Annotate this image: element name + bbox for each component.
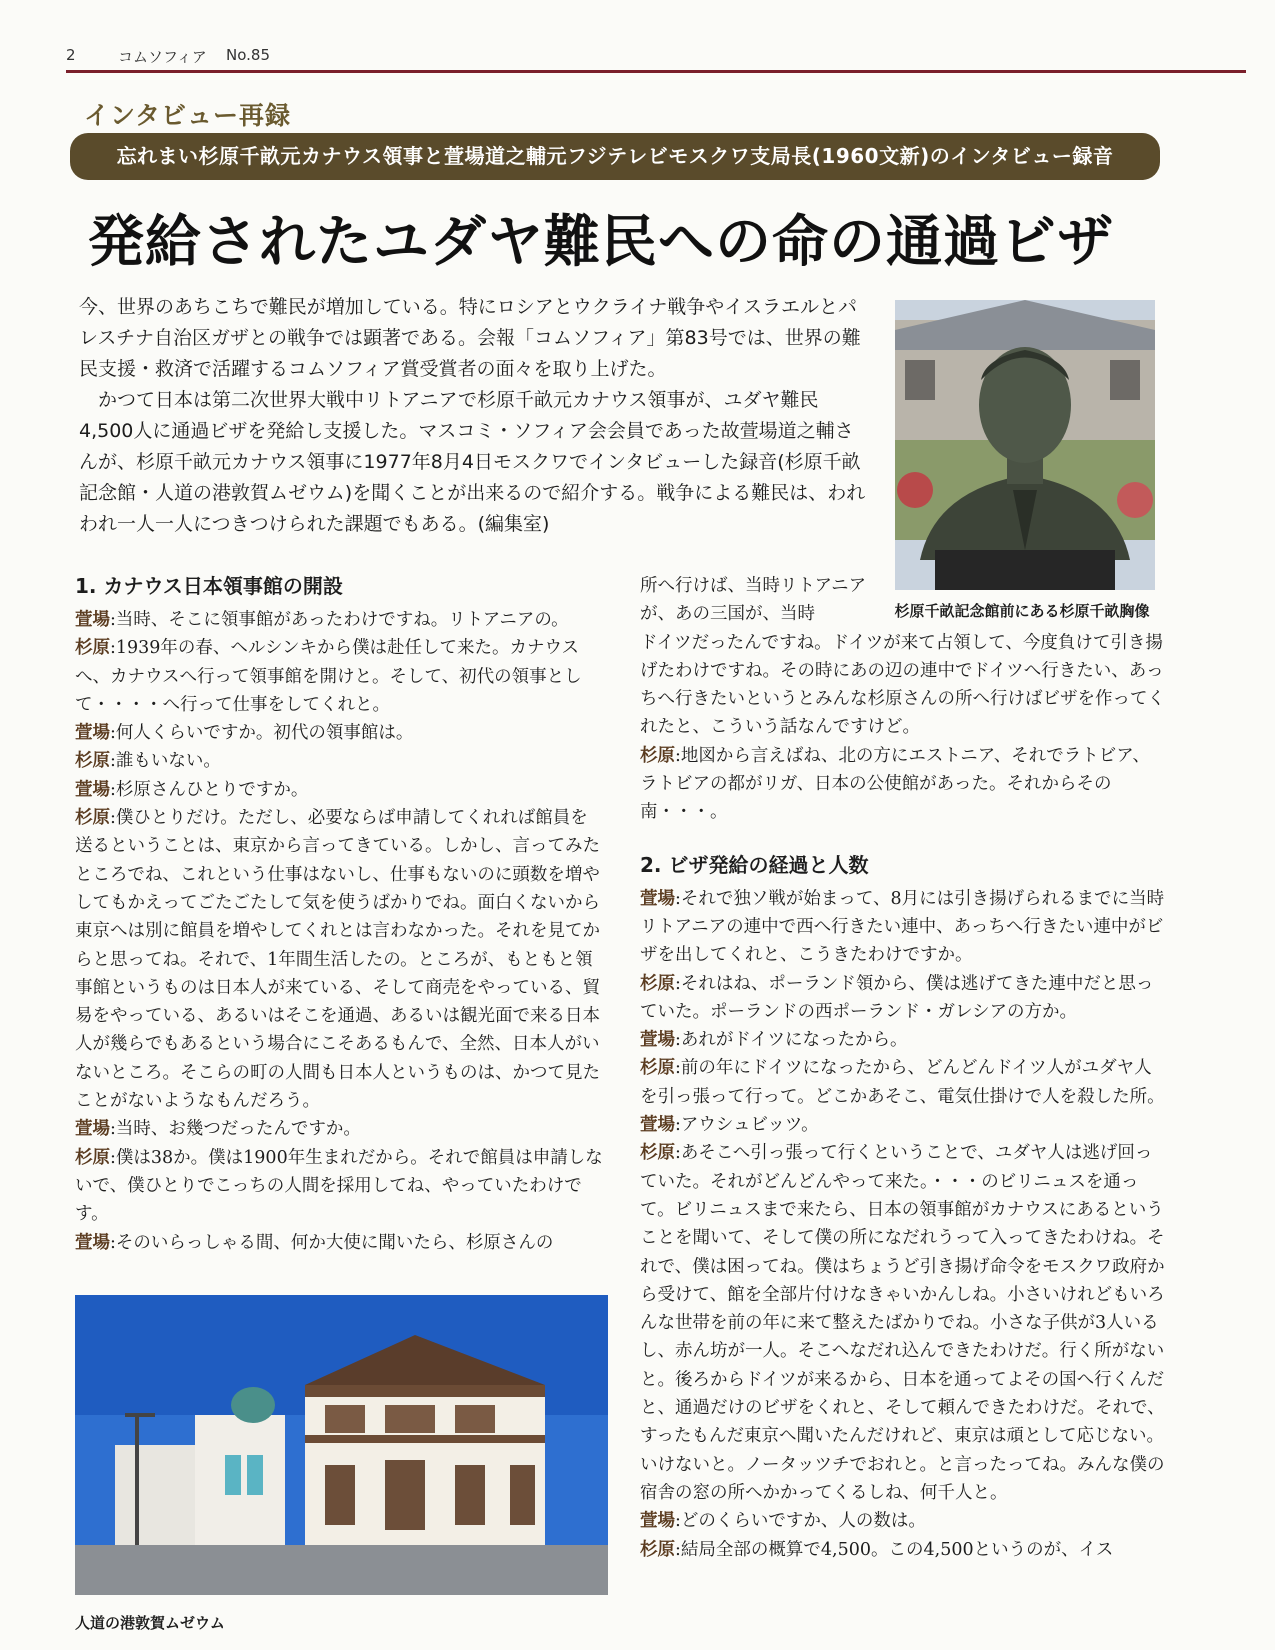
speaker-label: 杉原 — [640, 973, 675, 994]
dialogue-line — [640, 885, 1165, 970]
speaker-label: 萱場 — [75, 1119, 110, 1140]
dialogue-text: :地図から言えばね、北の方にエストニア、それでラトビア、ラトビアの都がリガ、日本の公使館があった。それからその南・・・。 — [640, 745, 1150, 823]
dialogue-text: :1939年の春、ヘルシンキから僕は赴任して来た。カナウスへ、カナウスへ行って領事館を開けと。そして、初代の領事として・・・・へ行って仕事をしてくれと。 — [75, 638, 582, 715]
section-label: インタビュー再録 — [84, 101, 292, 130]
bust-caption: 杉原千畝記念館前にある杉原千畝胸像 — [894, 602, 1150, 620]
dialogue-line — [75, 634, 605, 719]
dialogue-text: :前の年にドイツになったから、どんどんドイツ人がユダヤ人を引っ張って行って。どこかあそこ、電気仕掛けで人を殺した所。 — [640, 1058, 1165, 1107]
speaker-label: 杉原 — [640, 1143, 675, 1164]
page-number: 2 — [66, 46, 76, 64]
dialogue-text: :何人くらいですか。初代の領事館は。 — [110, 723, 414, 744]
speaker-label: 萱場 — [640, 888, 675, 909]
speaker-label: 萱場 — [640, 1115, 675, 1136]
dialogue-line — [640, 742, 1165, 827]
speaker-label: 杉原 — [640, 1058, 675, 1079]
dialogue-text: :それで独ソ戦が始まって、8月には引き揚げられるまでに当時リトアニアの連中で西へ行きたい連中、あっちへ行きたい連中がビザを出してくれと、こうきたわけですか。 — [640, 888, 1165, 966]
dialogue-line — [640, 970, 1165, 1027]
intro-text — [79, 292, 869, 540]
intro-paragraph-1: 今、世界のあちこちで難民が増加している。特にロシアとウクライナ戦争やイスラエルとパレスチナ自治区ガザとの戦争では顕著である。会報「コムソフィア」第83号では、世界の難民支援・救済で活躍するコムソフィア賞受賞者の面々を取り上げた。 — [79, 296, 861, 380]
speaker-label: 萱場 — [75, 610, 110, 630]
dialogue-line — [75, 1115, 605, 1143]
speaker-label: 萱場 — [75, 779, 110, 800]
left-column — [75, 572, 605, 1257]
dialogue-text: :僕ひとりだけ。ただし、必要ならば申請してくれれば館員を送るということは、東京から言ってきている。しかし、言ってみたところでね、これという仕事はないし、仕事もないのに頭数を増やしてもかえってごたごたして気を使うばかりでね。面白くないから東京へは別に館員を増やしてくれとは言わなかった。それを見てからと思ってね。それで、1年間生活したの。ところが、もともと領事館というものは日本人が来ている、そして商売をやっている、貿易をやっている、あるいはそこを通過、あるいは観光面で来る日本人が幾らでもあるという場合にこそあるもんで、全然、日本人がいないところ。そこらの町の人間も日本人というものは、かつて見たことがないようなもんだろう。 — [75, 808, 600, 1112]
dialogue-text: :そのいらっしゃる間、何か大使に聞いたら、杉原さんの — [110, 1232, 554, 1253]
dialogue-line — [640, 1139, 1165, 1507]
speaker-label: 杉原 — [640, 1539, 675, 1560]
bust-photo — [895, 300, 1155, 590]
dialogue-line — [75, 776, 605, 804]
dialogue-text: :誰もいない。 — [110, 751, 221, 772]
dialogue-line — [640, 1536, 1165, 1564]
dialogue-line — [75, 606, 605, 634]
headline: 発給されたユダヤ難民への命の通過ビザ — [88, 209, 1114, 275]
dialogue-text: :杉原さんひとりですか。 — [110, 779, 309, 800]
dialogue-text: :当時、そこに領事館があったわけですね。リトアニアの。 — [110, 610, 569, 630]
right-column — [640, 572, 1165, 1564]
section-gap — [640, 827, 1165, 851]
dialogue-text: :僕は38か。僕は1900年生まれだから。それで館員は申請しないで、僕ひとりでこっちの人間を採用してね、やっていたわけです。 — [75, 1147, 603, 1225]
speaker-label: 萱場 — [640, 1511, 675, 1532]
dialogue-line — [640, 1111, 1165, 1139]
museum-photo — [75, 1295, 608, 1595]
dialogue-line — [75, 804, 605, 1115]
dialogue-line — [640, 1026, 1165, 1054]
speaker-label: 杉原 — [75, 808, 110, 829]
header-rule — [66, 70, 1246, 73]
dialogue-line — [75, 719, 605, 747]
continued-text-narrow: 所へ行けば、当時リトアニアが、あの三国が、当時 — [640, 576, 867, 625]
speaker-label: 萱場 — [640, 1030, 675, 1051]
speaker-label: 杉原 — [640, 745, 675, 766]
museum-caption: 人道の港敦賀ムゼウム — [75, 1614, 225, 1632]
subtitle-banner: 忘れまい杉原千畝元カナウス領事と萱場道之輔元フジテレビモスクワ支局長(1960文新)のインタビュー録音 — [70, 133, 1160, 180]
dialogue-text: :アウシュビッツ。 — [675, 1115, 819, 1136]
speaker-label: 杉原 — [75, 751, 110, 772]
dialogue-text: :結局全部の概算で4,500。この4,500というのが、イス — [675, 1539, 1114, 1560]
dialogue-text: :当時、お幾つだったんですか。 — [110, 1119, 361, 1140]
intro-paragraph-2: かつて日本は第二次世界大戦中リトアニアで杉原千畝元カナウス領事が、ユダヤ難民4,500人に通過ビザを発給し支援した。マスコミ・ソフィア会会員であった故萱場道之輔さんが、杉原千畝元カナウス領事に1977年8月4日モスクワでインタビューした録音(杉原千畝記念館・人道の港敦賀ムゼウム)を聞くことが出来るので紹介する。戦争による難民は、われわれ一人一人につきつけられた課題でもある。(編集室) — [79, 389, 866, 535]
dialogue-text: :それはね、ポーランド領から、僕は逃げてきた連中だと思っていた。ポーランドの西ポーランド・ガレシアの方か。 — [640, 973, 1154, 1022]
continued-text: ドイツだったんですね。ドイツが来て占領して、今度負けて引き揚げたわけですね。その時にあの辺の連中でドイツへ行きたい、あっちへ行きたいというとみんな杉原さんの所へ行けばビザを作ってくれたと、こういう話なんですけど。 — [640, 632, 1165, 738]
dialogue-text: :どのくらいですか、人の数は。 — [675, 1511, 926, 1532]
dialogue-line — [640, 1507, 1165, 1535]
issue-number: No.85 — [226, 46, 270, 64]
dialogue-line — [75, 747, 605, 775]
dialogue-line — [75, 1144, 605, 1229]
section-1-heading: 1. カナウス日本領事館の開設 — [75, 574, 343, 598]
speaker-label: 杉原 — [75, 1147, 110, 1168]
dialogue-line — [75, 1229, 605, 1257]
section-2-heading: 2. ビザ発給の経過と人数 — [640, 852, 869, 877]
speaker-label: 萱場 — [75, 723, 110, 744]
bust-illustration — [895, 300, 1155, 590]
dialogue-line — [640, 1054, 1165, 1111]
museum-illustration — [75, 1295, 608, 1595]
publication-name: コムソフィア — [118, 48, 207, 66]
dialogue-text: :あそこへ引っ張って行くということで、ユダヤ人は逃げ回っていた。それがどんどんやって来た。・・・のビリニュスを通って。ビリニュスまで来たら、日本の領事館がカナウスにあるということを聞いて、そして僕の所になだれうって入ってきたわけね。それで、僕は困ってね。僕はちょうど引き揚げ命令をモスクワ政府から受けて、館を全部片付けなきゃいかんしね。小さいけれどもいろんな世帯を前の年に来て整えたばかりでね。小さな子供が3人いるし、赤ん坊が一人。そこへなだれ込んできたわけだ。行く所がないと。後ろからドイツが来るから、日本を通ってよその国へ行くんだと、通過だけのビザをくれと、そして頼んできたわけだ。それで、すったもんだ東京へ聞いたんだけれど、東京は頑として応じない。いけないと。ノータッツチでおれと。と言ったってね。みんな僕の宿舎の窓の所へかかってくるしね、何千人と。 — [640, 1143, 1165, 1503]
speaker-label: 杉原 — [75, 638, 110, 659]
dialogue-text: :あれがドイツになったから。 — [675, 1030, 908, 1051]
speaker-label: 萱場 — [75, 1232, 110, 1253]
